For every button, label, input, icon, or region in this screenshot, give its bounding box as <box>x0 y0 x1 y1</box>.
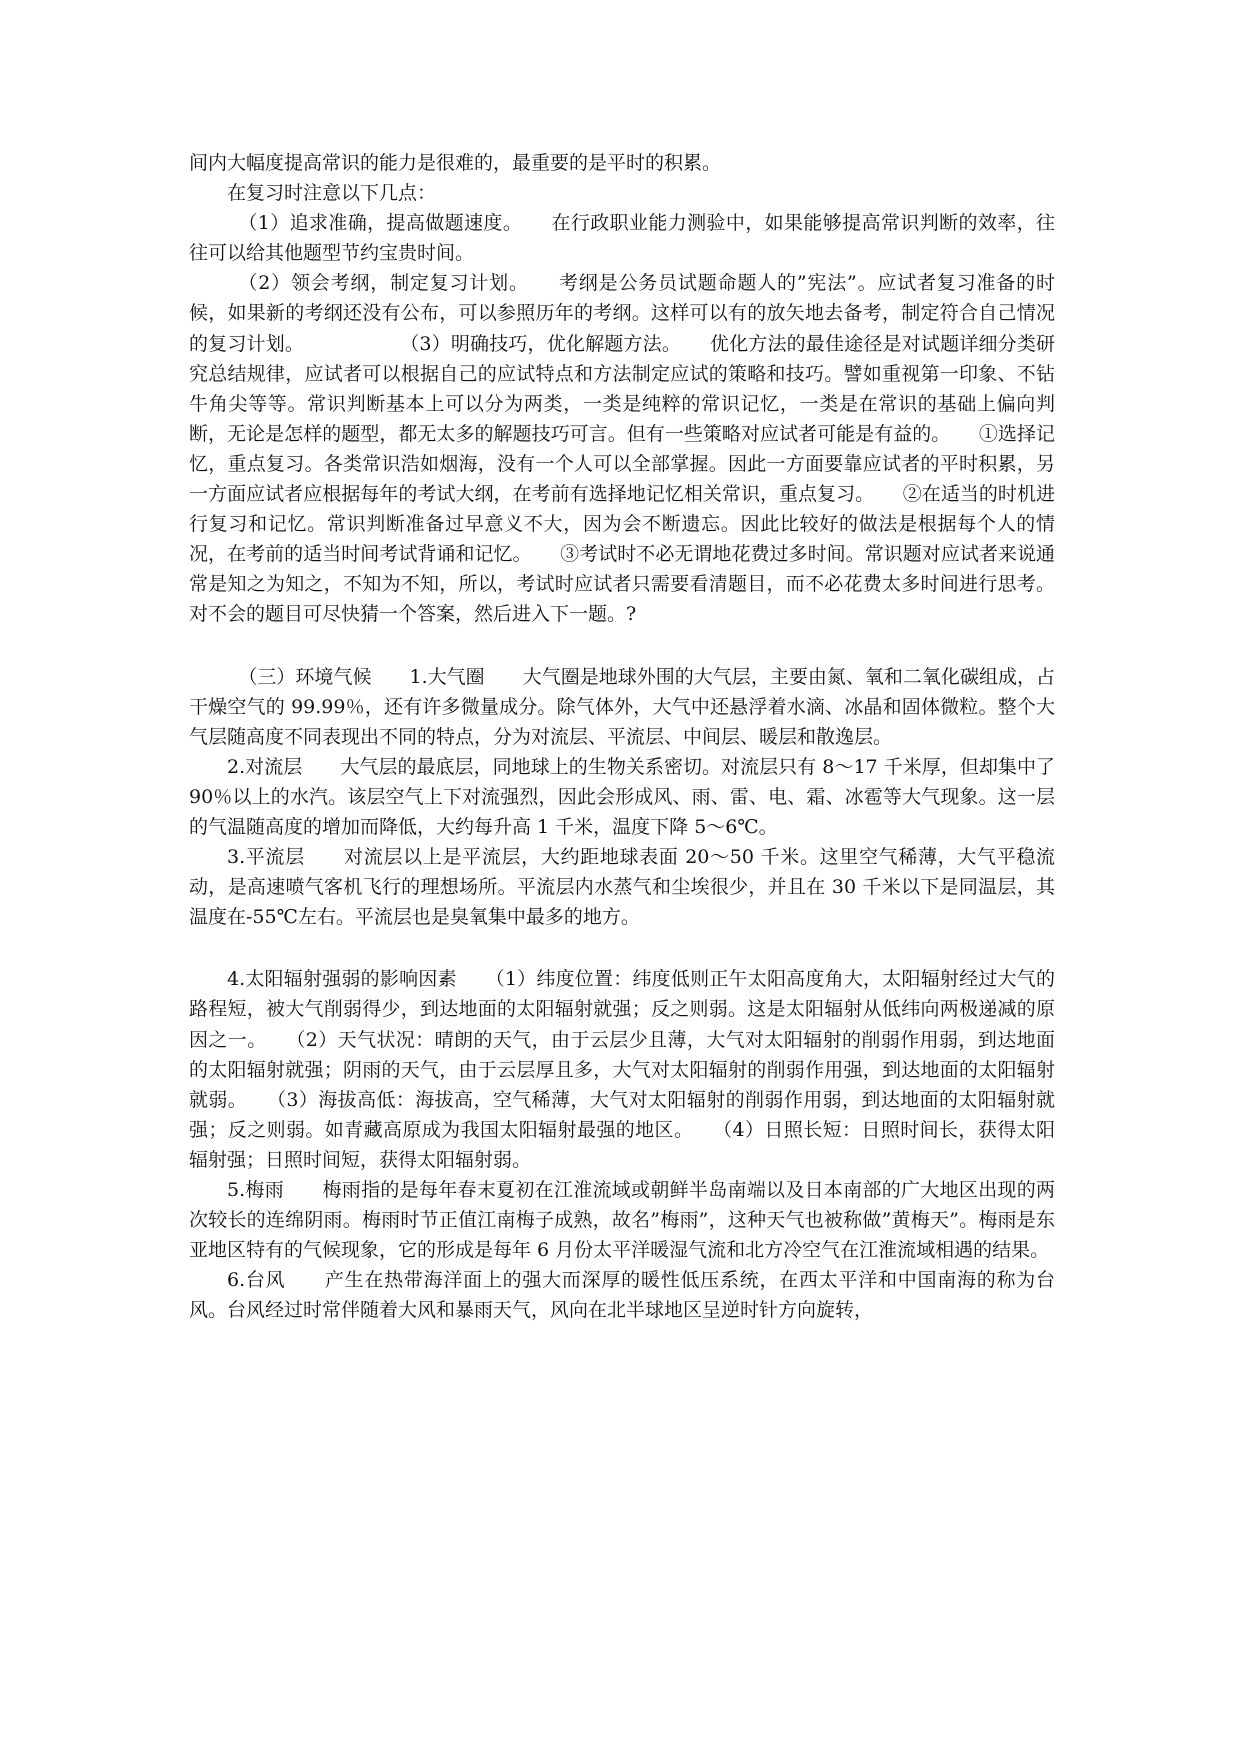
paragraph-typhoon: 6.台风 产生在热带海洋面上的强大而深厚的暖性低压系统，在西太平洋和中国南海的称为台风。台风经过时常伴随着大风和暴雨天气，风向在北半球地区呈逆时针方向旋转， <box>189 1269 1055 1322</box>
paragraph-stratosphere: 3.平流层 对流层以上是平流层，大约距地球表面 20～50 千米。这里空气稀薄，大气平稳流动，是高速喷气客机飞行的理想场所。平流层内水蒸气和尘埃很少，并且在 30 千米以下是同温层，其温度在-55℃左右。平流层也是臭氧集中最多的地方。 <box>189 846 1055 929</box>
paragraph-review-intro: 在复习时注意以下几点： <box>227 182 437 205</box>
paragraph-continuation: 间内大幅度提高常识的能力是很难的，最重要的是平时的积累。 <box>189 152 722 174</box>
paragraph-solar-radiation: 4.太阳辐射强弱的影响因素 （1）纬度位置：纬度低则正午太阳高度角大，太阳辐射经过大气的路程短，被大气削弱得少，到达地面的太阳辐射就强；反之则弱。这是太阳辐射从低纬向两极递减的原因之一。 （2）天气状况：晴朗的天气，由于云层少且薄，大气对太阳辐射的削弱作用弱，到达地面的太阳辐射就强；阴雨的天气，由于云层厚且多，大气对太阳辐射的削弱作用强，到达地面的太阳辐射就弱。 （3）海拔高低：海拔高，空气稀薄，大气对太阳辐射的削弱作用弱，到达地面的太阳辐射就强；反之则弱。如青藏高原成为我国太阳辐射最强的地区。 （4）日照长短：日照时间长，获得太阳辐射强；日照时间短，获得太阳辐射弱。 <box>189 968 1055 1171</box>
document-page <box>189 148 1062 1325</box>
paragraph-tip-syllabus: （2）领会考纲，制定复习计划。 考纲是公务员试题命题人的”宪法”。应试者复习准备的时候，如果新的考纲还没有公布，可以参照历年的考纲。这样可以有的放矢地去备考，制定符合自己情况的复习计划。 （3）明确技巧，优化解题方法。 优化方法的最佳途径是对试题详细分类研究总结规律，应试者可以根据自己的应试特点和方法制定应试的策略和技巧。譬如重视第一印象、不钻牛角尖等等。常识判断基本上可以分为两类，一类是纯粹的常识记忆，一类是在常识的基础上偏向判断，无论是怎样的题型，都无太多的解题技巧可言。但有一些策略对应试者可能是有益的。 ①选择记忆，重点复习。各类常识浩如烟海，没有一个人可以全部掌握。因此一方面要靠应试者的平时积累，另一方面应试者应根据每年的考试大纲，在考前有选择地记忆相关常识，重点复习。 ②在适当的时机进行复习和记忆。常识判断准备过早意义不大，因为会不断遗忘。因此比较好的做法是根据每个人的情况，在考前的适当时间考试背诵和记忆。 ③考试时不必无谓地花费过多时间。常识题对应试者来说通常是知之为知之，不知为不知，所以，考试时应试者只需要看清题目，而不必花费太多时间进行思考。对不会的题目可尽快猜一个答案，然后进入下一题。? <box>189 272 1055 626</box>
paragraph-plum-rain: 5.梅雨 梅雨指的是每年春末夏初在江淮流域或朝鲜半岛南端以及日本南部的广大地区出现的两次较长的连绵阴雨。梅雨时节正值江南梅子成熟，故名”梅雨”，这种天气也被称做”黄梅天”。梅雨是东亚地区特有的气候现象，它的形成是每年 6 月份太平洋暖湿气流和北方冷空气在江淮流域相遇的结果。 <box>189 1179 1055 1262</box>
paragraph-atmosphere: （三）环境气候 1.大气圈 大气圈是地球外围的大气层，主要由氮、氧和二氧化碳组成，占干燥空气的 99.99％，还有许多微量成分。除气体外，大气中还悬浮着水滴、冰晶和固体微粒。整个大气层随高度不同表现出不同的特点，分为对流层、平流层、中间层、暖层和散逸层。 <box>189 665 1055 748</box>
paragraph-troposphere: 2.对流层 大气层的最底层，同地球上的生物关系密切。对流层只有 8～17 千米厚，但却集中了 90％以上的水汽。该层空气上下对流强烈，因此会形成风、雨、雷、电、霜、冰雹等大气现象。这一层的气温随高度的增加而降低，大约每升高 1 千米，温度下降 5～6℃。 <box>189 755 1062 838</box>
paragraph-tip-accuracy: （1）追求准确，提高做题速度。 在行政职业能力测验中，如果能够提高常识判断的效率，往往可以给其他题型节约宝贵时间。 <box>189 212 1055 265</box>
